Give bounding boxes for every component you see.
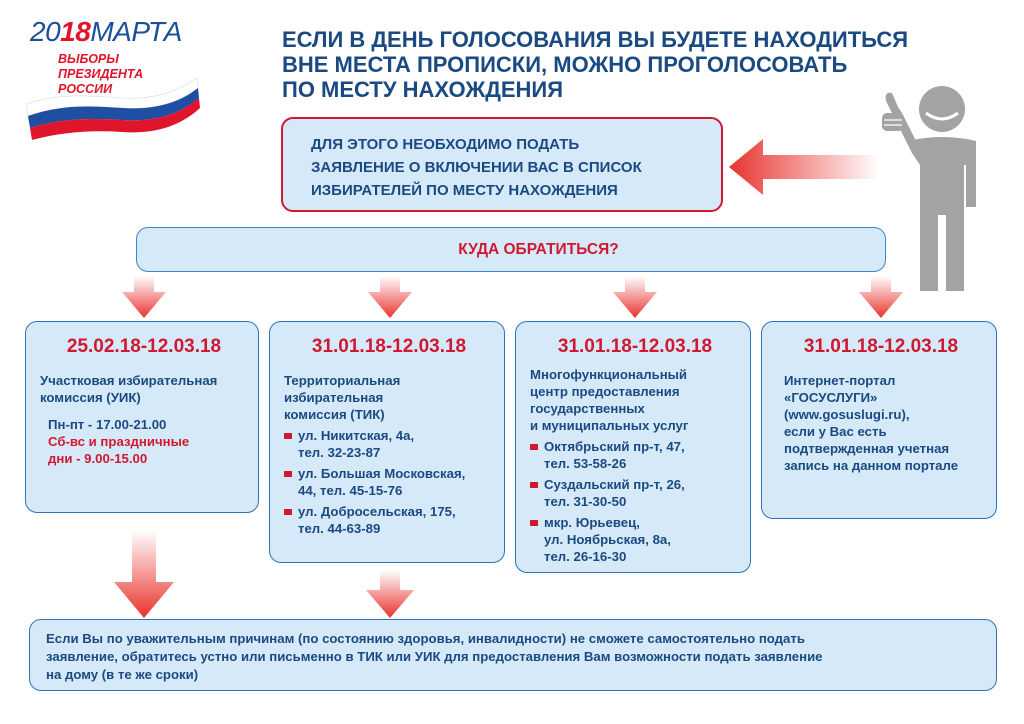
card-uik-hours-weekend-line2: дни - 9.00-15.00 (48, 451, 148, 466)
note-line2: заявление, обратитесь устно или письменно в ТИК или УИК для предоставления Вам возможности подать заявление (46, 649, 823, 664)
address-line: Суздальский пр-т, 26, (544, 477, 685, 492)
logo-year-number: 18 (60, 16, 91, 47)
address-phone: тел. 32-23-87 (298, 445, 381, 460)
logo-subtitle-line2: ПРЕЗИДЕНТА (58, 67, 144, 81)
apply-box (281, 117, 723, 212)
russian-flag-ribbon-icon (22, 66, 202, 148)
card-uik-title-line2: комиссия (УИК) (40, 390, 141, 405)
card-mfc-title-line1: Многофункциональный (530, 367, 688, 382)
card-uik-hours-weekend-line1: Сб-вс и праздничные (48, 434, 190, 449)
logo-subtitle-line1: ВЫБОРЫ (58, 52, 119, 66)
logo-subtitle-line3: РОССИИ (58, 82, 113, 96)
card-portal-line1: Интернет-портал (784, 373, 896, 388)
card-tik-title-line3: комиссия (ТИК) (284, 407, 385, 422)
address-street: ул. Ноябрьская, 8а, (544, 532, 671, 547)
card-uik (25, 321, 259, 513)
apply-line2: ЗАЯВЛЕНИЕ О ВКЛЮЧЕНИИ ВАС В СПИСОК (311, 159, 642, 176)
apply-line1: ДЛЯ ЭТОГО НЕОБХОДИМО ПОДАТЬ (311, 136, 580, 153)
address-phone: тел. 31-30-50 (544, 494, 627, 509)
headline-line1: ЕСЛИ В ДЕНЬ ГОЛОСОВАНИЯ ВЫ БУДЕТЕ НАХОДИТЬСЯ (282, 27, 909, 52)
address-line: ул. Добросельская, 175, (298, 504, 456, 519)
address-line: Октябрьский пр-т, 47, (544, 439, 685, 454)
card-mfc (515, 321, 751, 573)
list-item (284, 427, 494, 461)
card-tik (269, 321, 505, 563)
arrow-down-icon (114, 530, 174, 618)
card-mfc-address-list (530, 438, 740, 565)
card-portal (761, 321, 997, 519)
address-line: мкр. Юрьевец, (544, 515, 640, 530)
card-uik-date: 25.02.18-12.03.18 (66, 336, 222, 357)
list-item (530, 514, 740, 565)
arrow-left-icon (729, 135, 879, 199)
apply-line3: ИЗБИРАТЕЛЕЙ ПО МЕСТУ НАХОЖДЕНИЯ (311, 182, 618, 199)
address-phone: 44, тел. 45-15-76 (298, 483, 403, 498)
where-to-apply-label: КУДА ОБРАТИТЬСЯ? (458, 240, 619, 258)
arrow-down-icon (368, 276, 412, 318)
card-portal-line5: подтвержденная учетная (784, 441, 950, 456)
logo-year-prefix: 20 (30, 16, 61, 47)
note-line1: Если Вы по уважительным причинам (по состоянию здоровья, инвалидности) не сможете самостоятельно подать (46, 631, 805, 646)
card-uik-title-line1: Участковая избирательная (40, 373, 218, 388)
card-uik-hours-weekdays: Пн-пт - 17.00-21.00 (48, 417, 167, 432)
home-voting-note (29, 619, 997, 691)
arrow-down-icon (613, 276, 657, 318)
card-tik-title-line1: Территориальная (284, 373, 401, 388)
arrow-down-icon (859, 276, 903, 318)
card-portal-line4: если у Вас есть (784, 424, 887, 439)
card-portal-line2: «ГОСУСЛУГИ» (784, 390, 878, 405)
card-mfc-title-line2: центр предоставления (530, 384, 680, 399)
headline-line2: ВНЕ МЕСТА ПРОПИСКИ, МОЖНО ПРОГОЛОСОВАТЬ (282, 52, 848, 77)
card-tik-address-list (284, 427, 494, 537)
card-portal-line6: запись на данном портале (784, 458, 959, 473)
card-portal-date: 31.01.18-12.03.18 (803, 336, 959, 357)
headline-line3: ПО МЕСТУ НАХОЖДЕНИЯ (282, 77, 564, 102)
list-item (284, 503, 494, 537)
logo-month: МАРТА (90, 16, 182, 47)
list-item (530, 476, 740, 510)
address-line: ул. Никитская, 4а, (298, 428, 415, 443)
person-thumbs-up-icon (872, 83, 982, 293)
list-item (530, 438, 740, 472)
card-mfc-date: 31.01.18-12.03.18 (557, 336, 713, 357)
address-phone: тел. 26-16-30 (544, 549, 627, 564)
logo-year (30, 16, 182, 48)
list-item (284, 465, 494, 499)
card-mfc-title-line4: и муниципальных услуг (530, 418, 689, 433)
card-tik-date: 31.01.18-12.03.18 (311, 336, 467, 357)
card-portal-line3: (www.gosuslugi.ru), (784, 407, 910, 422)
arrow-down-icon (366, 570, 414, 618)
address-phone: тел. 44-63-89 (298, 521, 381, 536)
card-mfc-title-line3: государственных (530, 401, 645, 416)
where-to-apply-bar (136, 227, 886, 272)
address-phone: тел. 53-58-26 (544, 456, 627, 471)
note-line3: на дому (в те же сроки) (46, 667, 199, 682)
card-tik-title-line2: избирательная (284, 390, 384, 405)
arrow-down-icon (122, 276, 166, 318)
address-line: ул. Большая Московская, (298, 466, 466, 481)
